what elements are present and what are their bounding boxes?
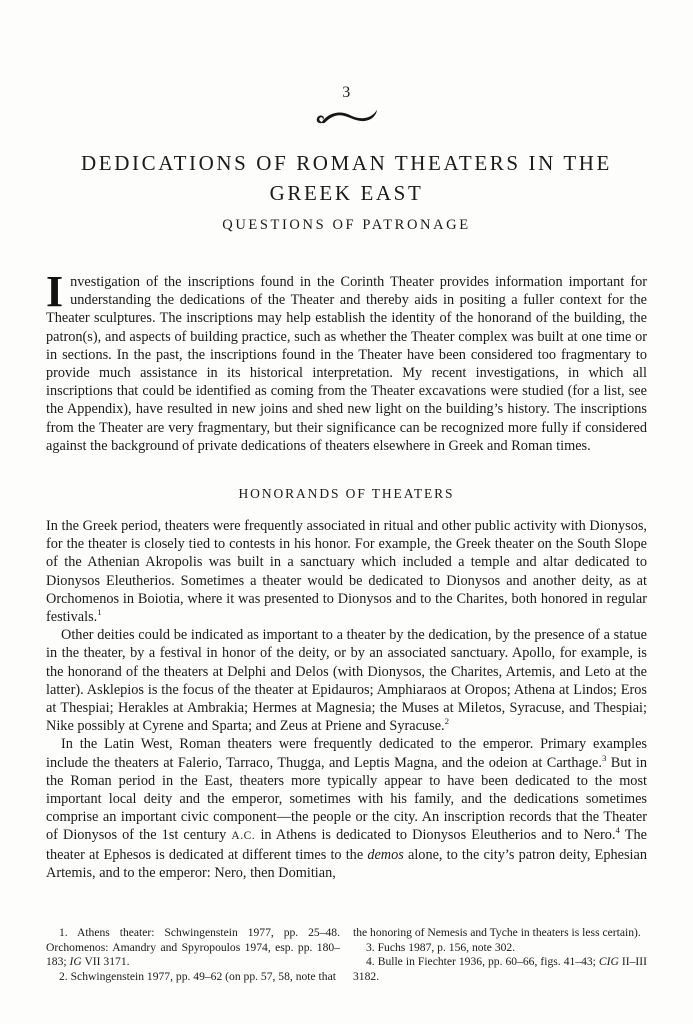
footnote-2-start (46, 970, 340, 985)
chapter-title (46, 148, 647, 208)
text-run: A.C. (231, 830, 256, 843)
footnote-4 (353, 955, 647, 984)
chapter-title-line-2: GREEK EAST (269, 181, 424, 205)
body-text (46, 267, 648, 882)
footnote-marker: 4 (615, 825, 620, 836)
paragraph-greek-period (46, 517, 647, 626)
text-run: In the Latin West, Roman theaters were frequently dedicated to the emperor. Primary examples include the theaters at Falerio, Tarraco, Thugga, and Leptis Magna, and the odeion at Carthage. (46, 736, 647, 771)
text-run: alone, to the city’s patron deity, Ephesian Artemis, and to the emperor: Nero, then Domitian, (46, 846, 648, 881)
text-run: In the Greek period, theaters were frequently associated in ritual and other public activity with Dionysos, for the theater is closely tied to contests in his honor. For example, the Greek theater on the South Slope of the Athenian Akropolis was built in a sanctuary which included a temple and altar dedicated to Dionysos Eleutherios. Sometimes a theater would be dedicated to Dionysos and another deity, as at Orchomenos in Boiotia, where it was presented to Dionysos and to the Charites, both honored in regular festivals. (46, 518, 647, 626)
text-run: The theater at Ephesos is dedicated at different times to the (46, 827, 648, 863)
footnotes (46, 926, 647, 984)
chapter-head (46, 84, 647, 234)
intro-paragraph (46, 267, 647, 455)
footnotes-left-column (46, 926, 340, 984)
footnotes-right-column (353, 926, 647, 984)
text-run: the honoring of Nemesis and Tyche in theaters is less certain). (353, 926, 641, 939)
text-run: in Athens is dedicated to Dionysos Eleutherios and to Nero. (255, 827, 616, 844)
chapter-subtitle: QUESTIONS OF PATRONAGE (222, 217, 471, 233)
paragraph-other-deities (46, 626, 647, 735)
text-run: 2. Schwingenstein 1977, pp. 49–62 (on pp. 57, 58, note that (59, 969, 336, 983)
text-run: But in the Roman period in the East, theaters more typically appear to have been dedicated to the most important local deity and the emperor, sometimes with his family, and the dedications sometimes comprise an important civic component—the people or the city. An inscription records that the Theater of Dionysos of the 1st century (46, 754, 647, 844)
swash-ornament-icon (46, 105, 647, 129)
footnote-marker: 1 (97, 607, 102, 618)
footnote-1 (46, 926, 340, 970)
footnote-3 (353, 941, 647, 956)
footnote-marker: 2 (444, 716, 450, 727)
footnote-2-continuation (353, 926, 647, 941)
chapter-number: 3 (342, 84, 351, 101)
text-run: Other deities could be indicated as important to a theater by the dedication, by the presence of a statue in the theater, by a festival in honor of the deity, or by an associated sanctuary. Apollo, for example, is the honorand of the theaters at Delphi and Delos (with Dionysos, the Charites, Artemis, and Leto at the latter). Asklepios is the focus of the theater at Epidauros; Amphiaraos at Oropos; Athena at Lindos; Eros at Thespiai; Herakles at Ambrakia; Hermes at Magnesia; the Muses at Miletos, Syracuse, and Thespiai; Nike possibly at Cyrene and Sparta; and Zeus at Priene and Syracuse. (46, 627, 647, 735)
intro-paragraph-text: nvestigation of the inscriptions found in the Corinth Theater provides information important for understanding the dedications of the Theater and thereby aids in positing a fuller context for the Theater sculptures. The inscriptions may help establish the identity of the honorand of the building, the patron(s), and aspects of building practice, such as whether the Theater complex was built at one time or in sections. In the past, the inscriptions found in the Theater have been considered too fragmentary to provide much assistance in its historical interpretation. My recent investigations, in which all inscriptions that could be identified as coming from the Theater excavations were studied (for a list, see the Appendix), have resulted in new joins and shed new light on the building’s history. The inscriptions from the Theater are very fragmentary, but their significance can be recognized more fully if considered against the background of private dedications of theaters elsewhere in Greek and Roman times. (46, 274, 647, 454)
chapter-title-line-1: DEDICATIONS OF ROMAN THEATERS IN THE (81, 151, 612, 175)
text-run: IG (69, 955, 82, 969)
text-run: 1. Athens theater: Schwingenstein 1977, pp. 25–48. Orchomenos: Amandry and Spyropoulos 1974, esp. pp. 180–183; (46, 926, 340, 969)
paragraph-latin-west (46, 735, 647, 882)
text-run: demos (367, 846, 404, 863)
text-run: II–III 3182. (353, 955, 648, 983)
text-run: VII 3171. (81, 955, 130, 969)
text-run: 4. Bulle in Fiechter 1936, pp. 60–66, figs. 41–43; (366, 955, 599, 969)
drop-cap: I (46, 267, 64, 316)
footnote-marker: 3 (601, 752, 607, 763)
section-heading: HONORANDS OF THEATERS (238, 486, 455, 502)
text-run: 3. Fuchs 1987, p. 156, note 302. (366, 940, 516, 954)
text-run: CIG (598, 955, 619, 969)
